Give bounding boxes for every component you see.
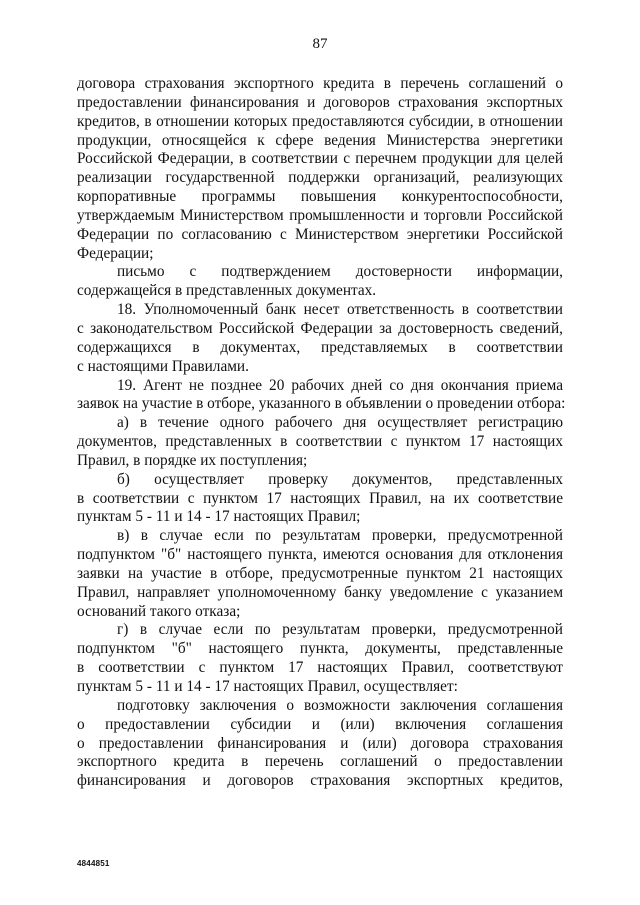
text-line: финансирования и договоров страхования экспортных кредитов, — [77, 772, 563, 790]
text-line: 18. Уполномоченный банк несет ответственность в соответствии — [117, 301, 563, 319]
text-line: договора страхования экспортного кредита в перечень соглашений о — [77, 75, 563, 92]
text-line: подготовку заключения о возможности заключения соглашения — [117, 696, 563, 714]
text-line: экспортного кредита в перечень соглашений о предоставлении — [77, 753, 563, 771]
text-line: о предоставлении субсидии и (или) включения соглашения — [77, 715, 563, 733]
text-line: в соответствии с пунктом 17 настоящих Правил, соответствуют — [77, 659, 563, 677]
text-line: письмо с подтверждением достоверности информации, — [117, 263, 563, 281]
text-line: Правил, в порядке их поступления; — [77, 451, 308, 469]
text-line: документов, представленных в соответствии с пунктом 17 настоящих — [77, 433, 563, 451]
document-body — [77, 75, 566, 791]
text-line: о предоставлении финансирования и (или) договора страхования — [77, 734, 563, 752]
text-line: в соответствии с пунктом 17 настоящих Правил, на их соответствие — [77, 489, 563, 507]
text-line: утверждаемым Министерством промышленности и торговли Российской — [77, 206, 563, 224]
text-line: продукции, относящейся к сфере ведения Министерства энергетики — [77, 131, 563, 149]
page-number: 87 — [312, 36, 328, 52]
text-line: реализации государственной поддержки организаций, реализующих — [77, 169, 563, 187]
paragraph — [77, 376, 566, 415]
text-line: Федерации; — [77, 244, 154, 262]
text-line: оснований такого отказа; — [77, 602, 241, 620]
text-line: подпунктом "б" настоящего пункта, имеются основания для отклонения — [77, 546, 563, 564]
text-line: Федерации по согласованию с Министерством энергетики Российской — [77, 225, 563, 243]
text-line: б) осуществляет проверку документов, представленных — [117, 470, 563, 488]
paragraph — [77, 301, 563, 376]
paragraph — [77, 414, 563, 471]
document-code: 4844851 — [77, 859, 110, 868]
text-line: корпоративные программы повышения конкурентоспособности, — [77, 188, 563, 206]
text-line: в) в случае если по результатам проверки, предусмотренной — [117, 527, 563, 545]
paragraph — [77, 263, 563, 301]
text-line: предоставлении финансирования и договоров страхования экспортных — [77, 93, 563, 111]
text-line: заявок на участие в отборе, указанного в объявлении о проведении отбора: — [77, 395, 566, 413]
text-line: подпунктом "б" настоящего пункта, документы, представленные — [77, 640, 563, 658]
paragraph — [77, 697, 563, 791]
text-line: содержащихся в документах, представляемых в соответствии — [77, 338, 563, 356]
text-line: а) в течение одного рабочего дня осуществляет регистрацию — [117, 414, 563, 432]
text-line: пунктам 5 - 11 и 14 - 17 настоящих Правил; — [77, 508, 361, 526]
text-line: заявки на участие в отборе, предусмотренные пунктом 21 настоящих — [77, 564, 563, 582]
text-line: Российской Федерации, в соответствии с перечнем продукции для целей — [77, 150, 563, 168]
paragraph — [77, 527, 563, 621]
paragraph — [77, 75, 563, 263]
text-line: пунктам 5 - 11 и 14 - 17 настоящих Правил, осуществляет: — [77, 678, 458, 695]
text-line: Правил, направляет уполномоченному банку уведомление с указанием — [77, 583, 563, 601]
text-line: содержащейся в представленных документах. — [77, 282, 377, 300]
text-line: с законодательством Российской Федерации за достоверность сведений, — [77, 319, 563, 337]
paragraph — [77, 471, 563, 528]
text-line: кредитов, в отношении которых предоставляются субсидии, в отношении — [77, 112, 563, 130]
text-line: 19. Агент не позднее 20 рабочих дней со дня окончания приема — [117, 376, 563, 394]
text-line: с настоящими Правилами. — [77, 357, 249, 375]
text-line: г) в случае если по результатам проверки, предусмотренной — [117, 621, 563, 639]
paragraph — [77, 621, 563, 696]
